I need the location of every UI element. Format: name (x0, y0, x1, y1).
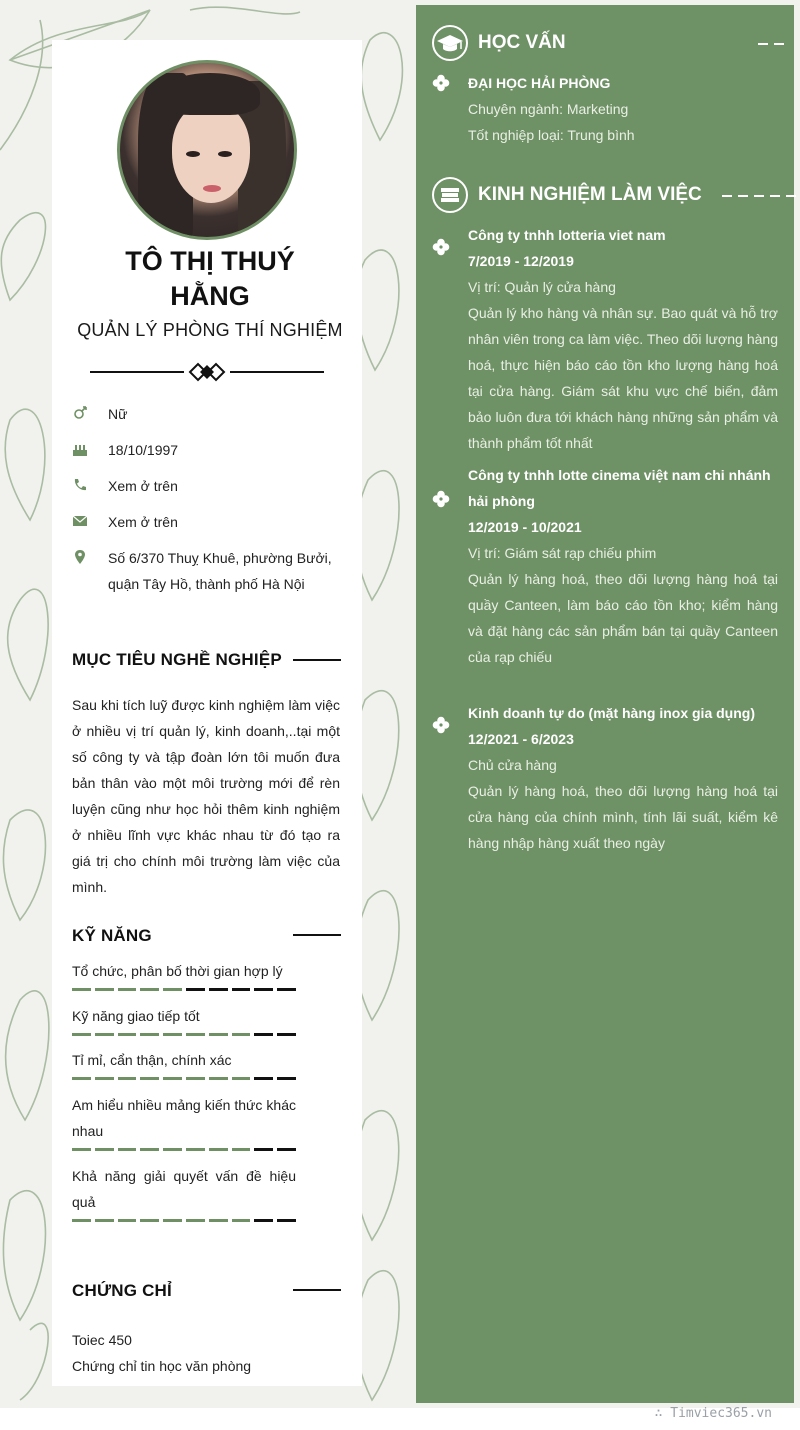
skill-segment-filled (72, 1077, 91, 1080)
skill-segment-empty (232, 988, 251, 991)
skill-segment-filled (95, 988, 114, 991)
skill-segment-empty (277, 1077, 296, 1080)
skill-item (72, 1163, 296, 1222)
skill-segment-filled (186, 1033, 205, 1036)
skill-segment-empty (254, 1219, 273, 1222)
skill-segment-filled (209, 1148, 228, 1151)
skill-segment-empty (186, 988, 205, 991)
skill-segment-filled (209, 1033, 228, 1036)
skill-segment-filled (163, 988, 182, 991)
objective-title: MỤC TIÊU NGHỀ NGHIỆP (72, 650, 282, 669)
skill-segment-filled (140, 1077, 159, 1080)
skill-item (72, 1047, 296, 1080)
skill-segment-filled (95, 1219, 114, 1222)
skill-segment-filled (186, 1077, 205, 1080)
contact-address-text: Số 6/370 Thuỵ Khuê, phường Bưởi, quận Tây Hồ, thành phố Hà Nội (108, 550, 332, 592)
flower-bullet-icon (432, 74, 450, 92)
skill-segment-filled (163, 1219, 182, 1222)
skill-label: Tỉ mỉ, cẩn thận, chính xác (72, 1052, 232, 1068)
skill-segment-filled (118, 1077, 137, 1080)
right-panel (416, 5, 794, 1403)
education-title-dashes (758, 43, 784, 45)
skill-level-bar (72, 988, 296, 991)
education-grade: Tốt nghiệp loại: Trung bình (468, 127, 635, 143)
education-school: ĐẠI HỌC HẢI PHÒNG (468, 75, 611, 91)
experience-job (468, 462, 778, 670)
skill-segment-filled (209, 1077, 228, 1080)
skill-label: Tổ chức, phân bố thời gian hợp lý (72, 963, 283, 979)
job-position: Chủ cửa hàng (468, 757, 557, 773)
skill-segment-filled (232, 1033, 251, 1036)
skill-segment-filled (118, 1148, 137, 1151)
job-position: Vị trí: Giám sát rạp chiếu phim (468, 545, 657, 561)
experience-title-dashes (722, 195, 796, 197)
skill-segment-empty (254, 1148, 273, 1151)
skill-item (72, 1092, 296, 1151)
skill-level-bar (72, 1077, 296, 1080)
location-pin-icon (72, 549, 88, 565)
books-icon (432, 177, 468, 213)
skill-segment-filled (72, 1148, 91, 1151)
skill-segment-filled (163, 1033, 182, 1036)
objective-text: Sau khi tích luỹ được kinh nghiệm làm việc ở nhiều vị trí quản lý, kinh doanh,..tại một số công ty và tập đoàn lớn tôi muốn đưa bản thân vào một môi trường mới để rèn luyện cũng như học hỏi thêm kinh nghiệm ở nhiều lĩnh vực khác nhau từ đó tạo ra giá trị cho chính môi trường làm việc của mình. (72, 697, 340, 895)
certificate-item: Toiec 450 (72, 1332, 132, 1348)
job-period: 12/2019 - 10/2021 (468, 519, 582, 535)
job-position: Vị trí: Quản lý cửa hàng (468, 279, 616, 295)
birthday-cake-icon (72, 441, 88, 457)
skills-title-rule (293, 934, 341, 936)
skill-segment-filled (232, 1148, 251, 1151)
certificates-title: CHỨNG CHỈ (72, 1281, 172, 1300)
phone-icon (72, 477, 88, 493)
skill-segment-filled (140, 1148, 159, 1151)
candidate-name: TÔ THỊ THUÝ HẰNG (125, 246, 295, 311)
job-period: 12/2021 - 6/2023 (468, 731, 574, 747)
job-company: Công ty tnhh lotte cinema việt nam chi nhánh hải phòng (468, 467, 771, 509)
skill-label: Am hiểu nhiều mảng kiến thức khác nhau (72, 1097, 296, 1139)
skill-segment-empty (254, 1033, 273, 1036)
graduation-cap-icon (432, 25, 468, 61)
skills-title: KỸ NĂNG (72, 926, 152, 945)
experience-header (432, 177, 778, 215)
job-period: 7/2019 - 12/2019 (468, 253, 574, 269)
skill-level-bar (72, 1219, 296, 1222)
skill-item (72, 958, 296, 991)
flower-bullet-icon (432, 716, 450, 734)
flower-bullet-icon (432, 238, 450, 256)
skill-segment-empty (277, 1033, 296, 1036)
job-description: Quản lý hàng hoá, theo dõi lượng hàng hoá tại cửa hàng của chính mình, tính lãi suất, kiểm kê hàng nhập hàng xuất theo ngày (468, 783, 778, 851)
skill-segment-filled (232, 1219, 251, 1222)
skill-segment-filled (118, 1219, 137, 1222)
certificates-title-rule (293, 1289, 341, 1291)
experience-job (468, 222, 778, 456)
contact-gender-text: Nữ (108, 406, 128, 422)
skill-segment-filled (72, 1033, 91, 1036)
skill-item (72, 1003, 296, 1036)
skill-segment-filled (186, 1148, 205, 1151)
education-entry (468, 70, 778, 148)
skill-segment-empty (277, 988, 296, 991)
flower-bullet-icon (432, 490, 450, 508)
watermark: ∴ Timviec365.vn (654, 1406, 772, 1421)
skill-segment-filled (186, 1219, 205, 1222)
envelope-icon (72, 513, 88, 529)
job-company: Công ty tnhh lotteria viet nam (468, 227, 666, 243)
gender-icon (72, 405, 88, 421)
skill-segment-filled (163, 1148, 182, 1151)
experience-job (468, 700, 778, 856)
education-title: HỌC VẤN (478, 32, 566, 53)
certificate-item: Chứng chỉ tin học văn phòng (72, 1358, 252, 1374)
divider-ornament-icon (90, 362, 324, 382)
skill-segment-filled (118, 1033, 137, 1036)
job-description: Quản lý hàng hoá, theo dõi lượng hàng hoá tại quầy Canteen, làm báo cáo tồn kho; kiểm hàng và đặt hàng các sản phẩm bán tại quầy Canteen của rạp chiếu (468, 571, 778, 665)
skill-segment-empty (209, 988, 228, 991)
experience-title: KINH NGHIỆM LÀM VIỆC (478, 184, 702, 205)
skill-segment-filled (95, 1033, 114, 1036)
skill-segment-empty (277, 1148, 296, 1151)
skill-segment-filled (95, 1148, 114, 1151)
skill-segment-filled (232, 1077, 251, 1080)
skill-segment-empty (254, 1077, 273, 1080)
job-description: Quản lý kho hàng và nhân sự. Bao quát và hỗ trợ nhân viên trong ca làm việc. Theo dõi lượng hàng hoá, thực hiện báo cáo tồn kho lượng hàng hoá tại cửa hàng. Giám sát khu vực chế biến, đảm bảo luôn đưa tới khách hàng những sản phẩm và thành phẩm tốt nhất (468, 305, 778, 451)
skill-segment-empty (277, 1219, 296, 1222)
skill-level-bar (72, 1148, 296, 1151)
skill-segment-filled (209, 1219, 228, 1222)
skill-segment-empty (254, 988, 273, 991)
education-header (432, 25, 778, 63)
contact-phone-text[interactable]: Xem ở trên (108, 478, 178, 494)
contact-email-text[interactable]: Xem ở trên (108, 514, 178, 530)
skill-segment-filled (118, 988, 137, 991)
education-major: Chuyên ngành: Marketing (468, 101, 629, 117)
skill-segment-filled (95, 1077, 114, 1080)
contact-birthday-text: 18/10/1997 (108, 442, 179, 458)
objective-title-rule (293, 659, 341, 661)
avatar (117, 60, 297, 240)
skill-segment-filled (163, 1077, 182, 1080)
skill-segment-filled (140, 988, 159, 991)
skill-level-bar (72, 1033, 296, 1036)
skill-segment-filled (72, 1219, 91, 1222)
skill-segment-filled (72, 988, 91, 991)
job-company: Kinh doanh tự do (mặt hàng inox gia dụng) (468, 705, 755, 721)
skill-segment-filled (140, 1219, 159, 1222)
skill-segment-filled (140, 1033, 159, 1036)
candidate-role: QUẢN LÝ PHÒNG THÍ NGHIỆM (77, 320, 343, 340)
skill-label: Khả năng giải quyết vấn đề hiệu quả (72, 1168, 296, 1210)
skill-label: Kỹ năng giao tiếp tốt (72, 1008, 200, 1024)
